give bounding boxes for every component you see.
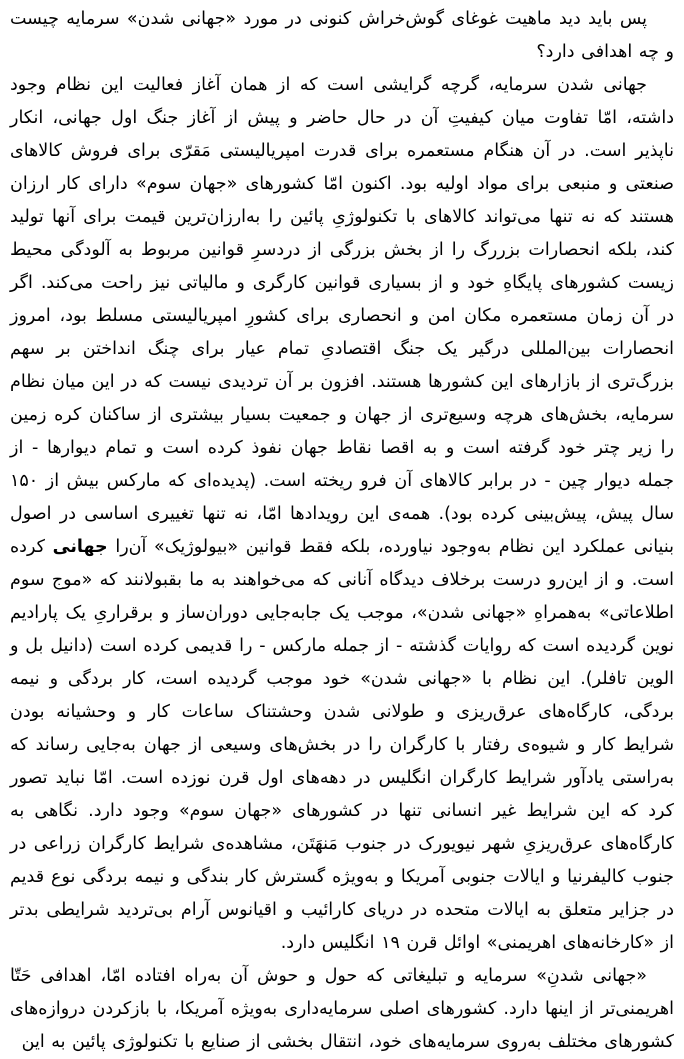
paragraph bbox=[10, 960, 674, 1059]
page-text bbox=[10, 3, 674, 1059]
emphasized-text-run: جهانی bbox=[52, 537, 108, 557]
text-run: کرده است. و از این‌رو درست برخلاف دیدگاه آنانی که می‌خواهند به ما بقبولانند که «موج سوم اطلاعاتی» به‌همراهِ «جهانی شدن»، موجب یک جابه‌جایی دوران‌ساز و برقراریِ یک پارادیم نوین گردیده است که روایات گذشته - از جمله مارکس - را قدیمی کرده است (دانیل بل و الوین تافلر). این نظام با «جهانی شدن» خود موجب گردیده است، کار بردگی و نیمه بردگی، کارگاه‌های عرق‌ریزی و طولانی شدن وحشتناک ساعات کار و وحشیانه بودن شرایط کار و شیوه‌ی رفتار با کارگران را در بخش‌های وسیعی از جهان به‌جایی رساند که به‌راستی یادآور شرایط کارگران انگلیس در دهه‌های اول قرن نوزده است. امّا نباید تصور کرد که این شرایط غیر انسانی تنها در کشورهای «جهان سوم» وجود دارد. نگاهی به کارگاه‌های عرق‌ریزیِ شهر نیویورک در جنوب مَنهَتَن، مشاهده‌ی شرایط کارگران زراعی در جنوب کالیفرنیا و ایالات جنوبی آمریکا و به‌ویژه گسترش کار بندگی و نیمه بردگی نوع قدیم در جزایر متعلق به ایالات متحده در دریای کارائیب و اقیانوس آرام بی‌تردید شرایطی بدتر از «کارخانه‌های اهریمنی» اوائل قرن ۱۹ انگلیس دارد. bbox=[10, 537, 674, 953]
text-run: «جهانی شدنِ» سرمایه و تبلیغاتی که حول و حوش آن به‌راه افتاده امّا، اهدافی حَتّا اهریمنی‌تر از اینها دارد. کشورهای اصلی سرمایه‌داری به‌ویژه آمریکا، با بازکردن دروازه‌های کشورهای مختلف به‌روی سرمایه‌های خود، انتقال بخشی از صنایع با تکنولوژی پائین به این bbox=[10, 966, 674, 1052]
paragraph bbox=[10, 69, 674, 960]
text-run: پس باید دید ماهیت غوغای گوش‌خراش کنونی در مورد «جهانی شدن» سرمایه چیست و چه اهدافی دارد؟ bbox=[10, 9, 674, 62]
text-run: جهانی شدن سرمایه، گرچه گرایشی است که از همان آغاز فعالیت این نظام وجود داشته، امّا تفاوت میان کیفیتِ آن در حال حاضر و پیش از آغاز جنگ اول جهانی، انکار ناپذیر است. در آن هنگام مستعمره برای قدرت امپریالیستی مَقرّی برای فروش کالاهای صنعتی و منبعی برای مواد اولیه بود. اکنون امّا کشورهای «جهان سوم» دارای کار ارزان هستند که نه تنها می‌تواند کالاهای با تکنولوژیِ پائین را به‌ارزان‌ترین قیمت برای آنها تولید کند، بلکه انحصارات بزررگ را از بخش بزرگی از دردسرِ قوانین مربوط به آلودگی محیط زیست کشورهای پایگاهِ خود و از بسیاری قوانین کارگری و مالیاتی نیز راحت می‌کند. اگر در آن زمان مستعمره مکان امن و انحصاری برای کشورِ امپریالیستی مسلط بود، امروز انحصارات بین‌المللی درگیر یک جنگ اقتصادیِ تمام عیار برای چنگ انداختن بر سهم بزرگ‌تری از بازارهای این کشورها هستند. افزون بر آن تردیدی نیست که در این میان نظام سرمایه، بخش‌های هرچه وسیع‌تری از جهان و جمعیت بسیار بیشتری از ساکنان کره زمین را زیر چتر خود گرفته است و به اقصا نقاط جهان نفوذ کرده است و تمام دیوارها - از جمله دیوار چین - در برابر کالاهای آن فرو ریخته است. (پدیده‌ای که مارکس بیش از ۱۵۰ سال پیش، پیش‌بینی کرده بود). همه‌ی این رویدادها امّا، نه تنها تغییری اساسی در اصول بنیانی عملکرد این نظام به‌وجود نیاورده، بلکه فقط قوانین «بیولوژیک» آن‌را bbox=[10, 75, 674, 557]
paragraph bbox=[10, 3, 674, 69]
